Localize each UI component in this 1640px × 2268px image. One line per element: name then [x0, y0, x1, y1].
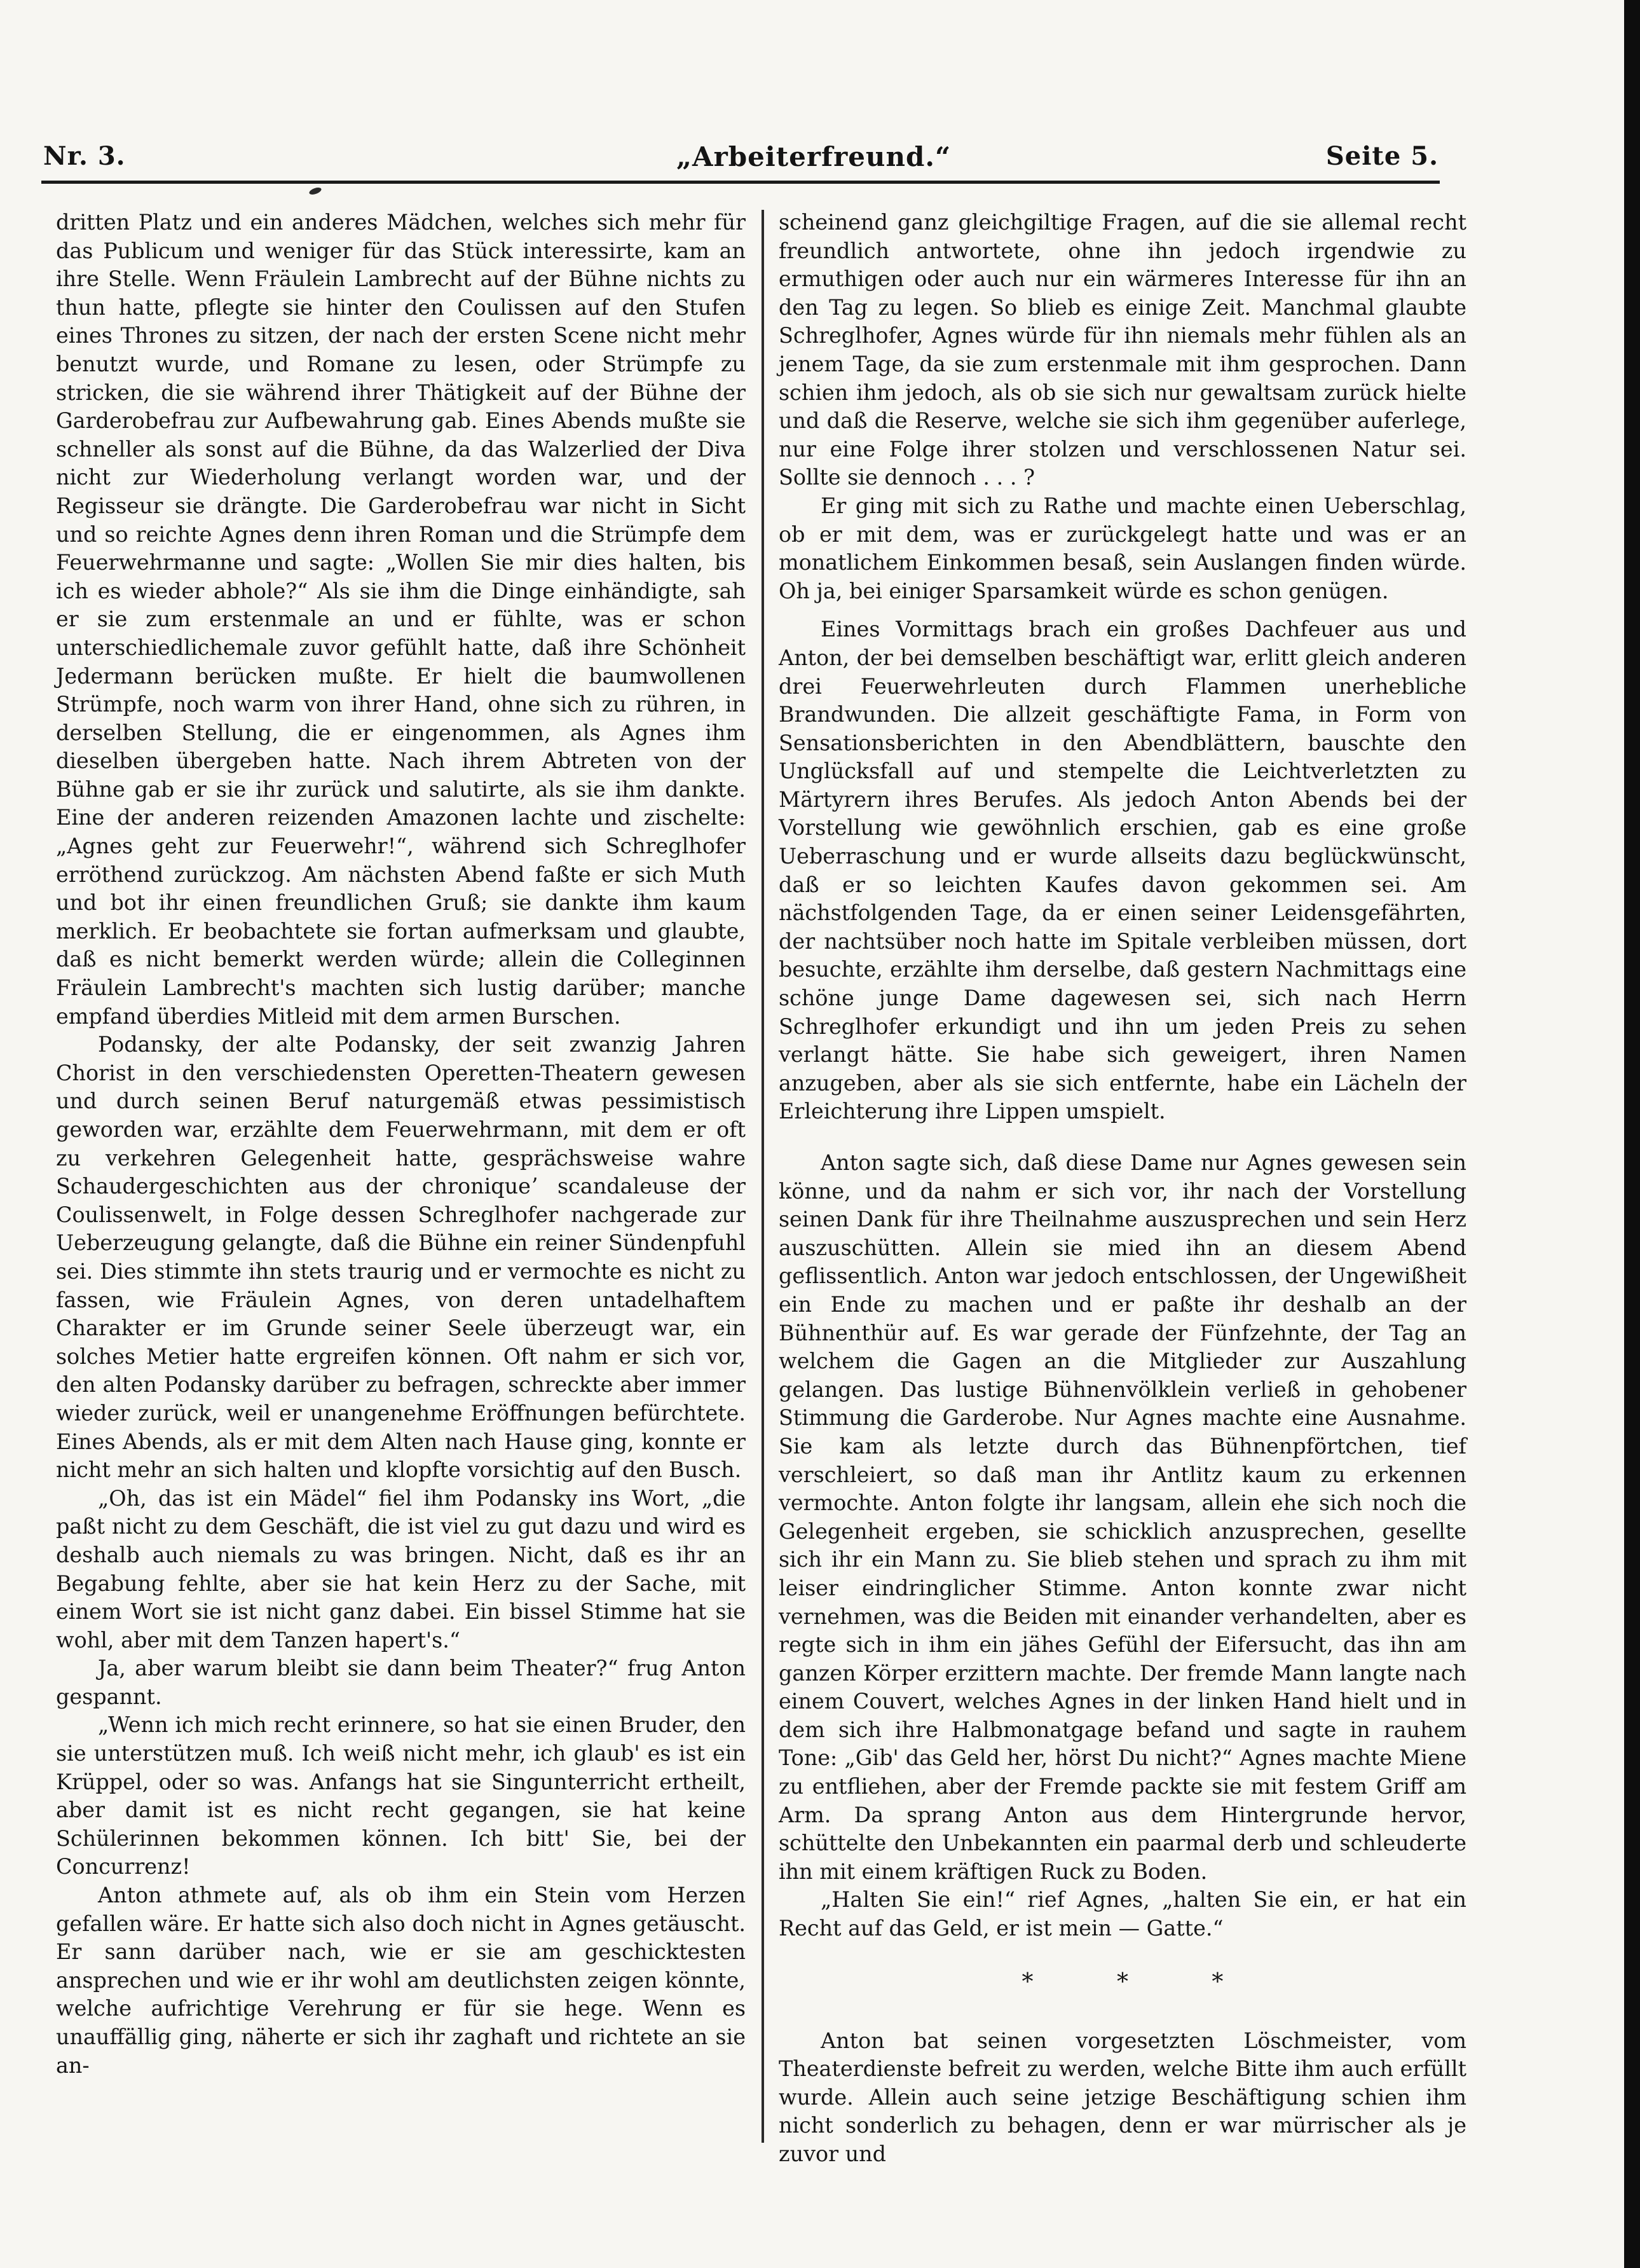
paragraph: Eines Vormittags brach ein großes Dachfeuer aus und Anton, der bei demselben beschäftigt war, erlitt gleich anderen drei Feuerwehrleuten durch Flammen unerhebliche Brandwunden. Die allzeit geschäftigte Fama, in Form von Sensationsberichten in den Abendblättern, bauschte den Unglücksfall auf und stempelte die Leichtverletzten zu Märtyrern ihres Berufes. Als jedoch Anton Abends bei der Vorstellung wie gewöhnlich erschien, gab es eine große Ueberraschung und er wurde allseits dazu beglückwünscht, daß er so leichten Kaufes davon gekommen sei. Am nächstfolgenden Tage, da er einen seiner Leidensgefährten, der nachtsüber noch hatte im Spitale verbleiben müssen, dort besuchte, erzählte ihm derselbe, daß gestern Nachmittags eine schöne junge Dame dagewesen sei, sich nach Herrn Schreglhofer erkundigt und ihn um jeden Preis zu sehen verlangt hätte. Sie habe sich geweigert, ihren Namen anzugeben, aber als sie sich entfernte, habe ein Lächeln der Erleichterung ihre Lippen umspielt.: [779, 617, 1466, 1124]
paragraph: „Oh, das ist ein Mädel“ fiel ihm Podansky ins Wort, „die paßt nicht zu dem Geschäft, die ist viel zu gut dazu und wird es deshalb auch niemals zu was bringen. Nicht, daß es ihr an Begabung fehlte, aber sie hat kein Herz zu der Sache, mit einem Wort sie ist nicht ganz dabei. Ein bissel Stimme hat sie wohl, aber mit dem Tanzen hapert's.“: [56, 1485, 746, 1653]
paragraph: „Wenn ich mich recht erinnere, so hat sie einen Bruder, den sie unterstützen muß. Ich weiß nicht mehr, ich glaub' es ist ein Krüppel, oder so was. Anfangs hat sie Singunterricht ertheilt, aber damit ist es nicht recht gegangen, sie hat keine Schülerinnen bekommen können. Ich bitt' Sie, bei der Concurrenz!: [56, 1712, 746, 1880]
left-column: [56, 209, 746, 2080]
paragraph: scheinend ganz gleichgiltige Fragen, auf die sie allemal recht freundlich antwortete, ohne ihn jedoch irgendwie zu ermuthigen oder auch nur ein wärmeres Interesse für ihn an den Tag zu legen. So blieb es einige Zeit. Manchmal glaubte Schreglhofer, Agnes würde für ihn niemals mehr fühlen als an jenem Tage, da sie zum erstenmale mit ihm gesprochen. Dann schien ihm jedoch, als ob sie sich nur gewaltsam zurück hielte und daß die Reserve, welche sie sich ihm gegenüber auferlege, nur eine Folge ihrer stolzen und verschlossenen Natur sei. Sollte sie dennoch . . . ?: [779, 210, 1466, 490]
masthead-title: „Arbeiterfreund.“: [676, 141, 952, 172]
page-header: [0, 141, 1624, 181]
paragraph: dritten Platz und ein anderes Mädchen, welches sich mehr für das Publicum und weniger für das Stück interessirte, kam an ihre Stelle. Wenn Fräulein Lambrecht auf der Bühne nichts zu thun hatte, pflegte sie hinter den Coulissen auf den Stufen eines Thrones zu sitzen, der nach der ersten Scene nicht mehr benutzt wurde, und Romane zu lesen, oder Strümpfe zu stricken, die sie während ihrer Thätigkeit auf der Bühne der Garderobefrau zur Aufbewahrung gab. Eines Abends mußte sie schneller als sonst auf die Bühne, da das Walzerlied der Diva nicht zur Wiederholung verlangt worden war, und der Regisseur sie drängte. Die Garderobefrau war nicht in Sicht und so reichte Agnes denn ihren Roman und die Strümpfe dem Feuerwehrmanne und sagte: „Wollen Sie mir dies halten, bis ich es wieder abhole?“ Als sie ihm die Dinge einhändigte, sah er sie zum erstenmale an und er fühlte, was er schon unterschiedlichemale zuvor gefühlt hatte, daß ihre Schönheit Jedermann berücken mußte. Er hielt die baumwollenen Strümpfe, noch warm von ihrer Hand, ohne sich zu rühren, in derselben Stellung, die er eingenommen, als Agnes ihm dieselben übergeben hatte. Nach ihrem Abtreten von der Bühne gab er sie ihr zurück und salutirte, als sie ihm dankte. Eine der anderen reizenden Amazonen lachte und zischelte: „Agnes geht zur Feuerwehr!“, während sich Schreglhofer erröthend zurückzog. Am nächsten Abend faßte er sich Muth und bot ihr einen freundlichen Gruß; sie dankte ihm kaum merklich. Er beobachtete sie fortan aufmerksam und glaubte, daß es nicht bemerkt werden würde; allein die Colleginnen Fräulein Lambrecht's machten sich lustig darüber; manche empfand überdies Mitleid mit dem armen Burschen.: [56, 210, 746, 1029]
paragraph: „Halten Sie ein!“ rief Agnes, „halten Sie ein, er hat ein Recht auf das Geld, er ist mein — Gatte.“: [779, 1887, 1466, 1941]
paragraph: Ja, aber warum bleibt sie dann beim Theater?“ frug Anton gespannt.: [56, 1656, 746, 1709]
section-separator: * * *: [1022, 1969, 1262, 1995]
paragraph: Podansky, der alte Podansky, der seit zwanzig Jahren Chorist in den verschiedensten Operetten-Theatern gewesen und durch seinen Beruf naturgemäß etwas pessimistisch geworden war, erzählte dem Feuerwehrmann, mit dem er oft zu verkehren Gelegenheit hatte, gesprächsweise wahre Schaudergeschichten aus der chroniqueʼ scandaleuse der Coulissenwelt, in Folge dessen Schreglhofer nachgerade zur Ueberzeugung gelangte, daß die Bühne ein reiner Sündenpfuhl sei. Dies stimmte ihn stets traurig und er vermochte es nicht zu fassen, wie Fräulein Agnes, von deren untadelhaftem Charakter er im Grunde seiner Seele überzeugt war, ein solches Metier hatte ergreifen können. Oft nahm er sich vor, den alten Podansky darüber zu befragen, schreckte aber immer wieder zurück, weil er unangenehme Eröffnungen befürchtete. Eines Abends, als er mit dem Alten nach Hause ging, konnte er nicht mehr an sich halten und klopfte vorsichtig auf den Busch.: [56, 1032, 746, 1483]
right-column: [779, 209, 1466, 2169]
column-divider: [762, 210, 764, 2143]
paragraph: Anton sagte sich, daß diese Dame nur Agnes gewesen sein könne, und da nahm er sich vor, ihr nach der Vorstellung seinen Dank für ihre Theilnahme auszusprechen und sein Herz auszuschütten. Allein sie mied ihn an diesem Abend geflissentlich. Anton war jedoch entschlossen, der Ungewißheit ein Ende zu machen und er paßte ihr deshalb an der Bühnenthür auf. Es war gerade der Fünfzehnte, der Tag an welchem die Gagen an die Mitglieder zur Auszahlung gelangen. Das lustige Bühnenvölklein verließ in gehobener Stimmung die Garderobe. Nur Agnes machte eine Ausnahme. Sie kam als letzte durch das Bühnenpförtchen, tief verschleiert, so daß man ihr Antlitz kaum zu erkennen vermochte. Anton folgte ihr langsam, allein ehe sich noch die Gelegenheit ergeben, sie schicklich anzusprechen, gesellte sich ihr ein Mann zu. Sie blieb stehen und sprach zu ihm mit leiser eindringlicher Stimme. Anton konnte zwar nicht vernehmen, was die Beiden mit einander verhandelten, aber es regte sich in ihm ein jähes Gefühl der Eifersucht, das ihn am ganzen Körper erzittern machte. Der fremde Mann langte nach einem Couvert, welches Agnes in der linken Hand hielt und in dem sich ihre Halbmonatgage befand und sagte in rauhem Tone: „Gib' das Geld her, hörst Du nicht?“ Agnes machte Miene zu entfliehen, aber der Fremde packte sie mit festem Griff am Arm. Da sprang Anton aus dem Hintergrunde hervor, schüttelte den Unbekannten ein paarmal derb und schleuderte ihn mit einem kräftigen Ruck zu Boden.: [779, 1150, 1466, 1884]
paragraph: Anton athmete auf, als ob ihm ein Stein vom Herzen gefallen wäre. Er hatte sich also doch nicht in Agnes getäuscht. Er sann darüber nach, wie er sie am geschicktesten ansprechen und wie er ihr wohl am deutlichsten zeigen könnte, welche aufrichtige Verehrung er für sie hege. Wenn es unauffällig ging, näherte er sich ihr zaghaft und richtete an sie an-: [56, 1883, 746, 2078]
issue-number: Nr. 3.: [43, 141, 126, 171]
header-rule: [41, 181, 1440, 184]
page-number: Seite 5.: [1325, 141, 1438, 171]
ink-fleck: [308, 186, 322, 196]
paragraph: Er ging mit sich zu Rathe und machte einen Ueberschlag, ob er mit dem, was er zurückgelegt hatte und was er an monatlichem Einkommen besaß, sein Auslangen finden würde. Oh ja, bei einiger Sparsamkeit würde es schon genügen.: [779, 493, 1466, 603]
paragraph: Anton bat seinen vorgesetzten Löschmeister, vom Theaterdienste befreit zu werden, welche Bitte ihm auch erfüllt wurde. Allein auch seine jetzige Beschäftigung schien ihm nicht sonderlich zu behagen, denn er war mürrischer als je zuvor und: [779, 2028, 1466, 2166]
